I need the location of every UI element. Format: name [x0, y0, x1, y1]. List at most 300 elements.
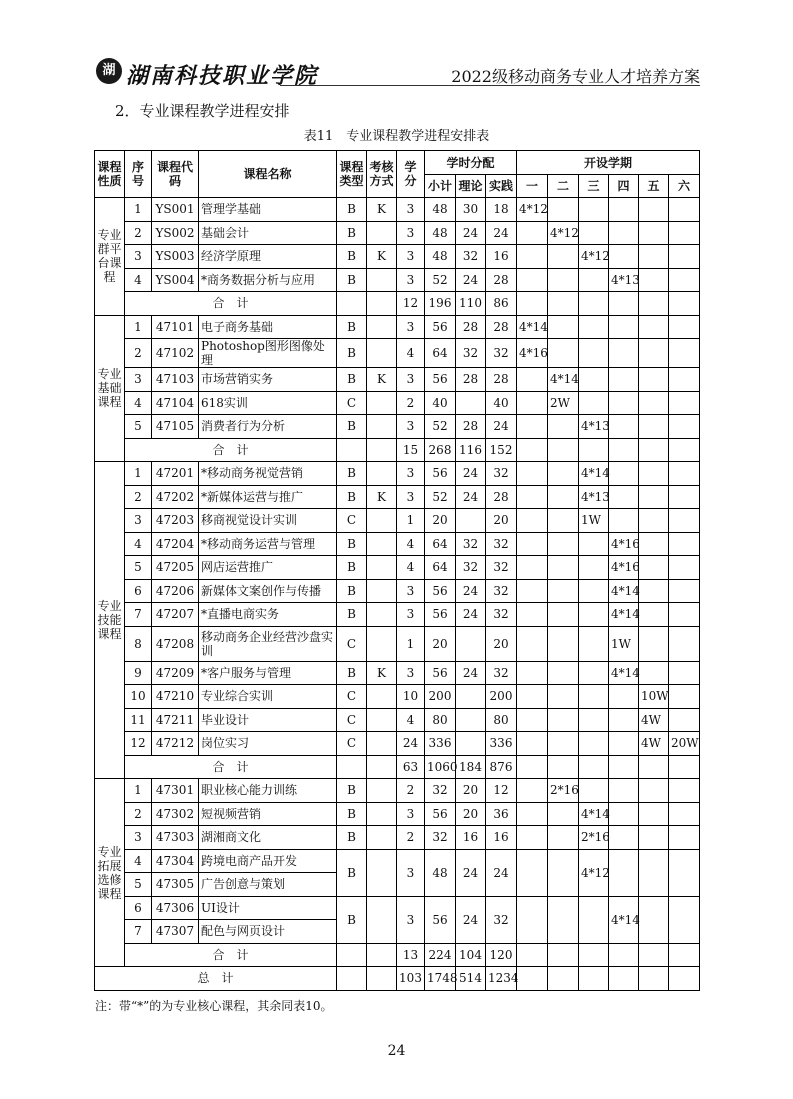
exam-cell: K	[367, 198, 397, 222]
col-hours-sub: 小计	[425, 175, 456, 198]
hours-total-cell: 56	[425, 896, 456, 943]
course-name-cell: 职业核心能力训练	[199, 779, 337, 803]
grand-total-label: 总 计	[95, 967, 337, 991]
semester-cell	[639, 779, 669, 803]
course-name-cell: *移动商务视觉营销	[199, 462, 337, 486]
hours-total-cell: 80	[425, 708, 456, 732]
subtotal-hours-theory: 104	[456, 943, 486, 967]
semester-cell	[548, 579, 579, 603]
seq-cell: 2	[125, 802, 152, 826]
course-name-cell: 电子商务基础	[199, 315, 337, 339]
empty-cell	[337, 967, 367, 991]
course-name-cell: *移动商务运营与管理	[199, 532, 337, 556]
credit-cell: 2	[397, 779, 425, 803]
type-cell: B	[337, 896, 367, 943]
hours-theory-cell: 24	[456, 221, 486, 245]
hours-theory-cell: 24	[456, 485, 486, 509]
type-cell: B	[337, 826, 367, 850]
subtotal-hours-theory: 184	[456, 755, 486, 779]
exam-cell	[367, 826, 397, 850]
seq-cell: 1	[125, 462, 152, 486]
semester-cell	[669, 221, 700, 245]
semester-cell: 4*16	[609, 556, 639, 580]
exam-cell	[367, 509, 397, 533]
course-name-cell: 广告创意与策划	[199, 873, 337, 897]
hours-practice-cell: 36	[486, 802, 517, 826]
semester-cell	[579, 685, 609, 709]
hours-practice-cell: 28	[486, 368, 517, 392]
table-row	[95, 198, 700, 222]
hours-theory-cell: 20	[456, 779, 486, 803]
col-credit: 学分	[397, 151, 425, 198]
empty-cell	[367, 292, 397, 316]
hours-theory-cell: 24	[456, 661, 486, 685]
semester-cell: 4*14	[579, 802, 609, 826]
subtotal-row	[95, 755, 700, 779]
type-cell: C	[337, 391, 367, 415]
table-row	[95, 626, 700, 661]
subtotal-row	[95, 438, 700, 462]
course-name-cell: 跨境电商产品开发	[199, 849, 337, 873]
semester-cell	[639, 802, 669, 826]
semester-cell	[609, 685, 639, 709]
hours-practice-cell: 16	[486, 245, 517, 269]
hours-practice-cell: 200	[486, 685, 517, 709]
subtotal-hours-practice: 876	[486, 755, 517, 779]
hours-total-cell: 48	[425, 245, 456, 269]
semester-cell	[517, 245, 548, 269]
subtotal-credit: 12	[397, 292, 425, 316]
credit-cell: 1	[397, 509, 425, 533]
semester-cell	[639, 532, 669, 556]
empty-cell	[639, 438, 669, 462]
subtotal-credit: 15	[397, 438, 425, 462]
empty-cell	[367, 943, 397, 967]
seq-cell: 1	[125, 779, 152, 803]
empty-cell	[609, 755, 639, 779]
type-cell: C	[337, 685, 367, 709]
semester-cell: 10W	[639, 685, 669, 709]
table-row	[95, 802, 700, 826]
course-name-cell: *客户服务与管理	[199, 661, 337, 685]
semester-cell	[517, 509, 548, 533]
hours-total-cell: 52	[425, 485, 456, 509]
semester-cell	[517, 579, 548, 603]
semester-cell	[579, 268, 609, 292]
type-cell: B	[337, 849, 367, 896]
credit-cell: 3	[397, 245, 425, 269]
empty-cell	[579, 967, 609, 991]
credit-cell: 24	[397, 732, 425, 756]
col-hours-sub: 实践	[486, 175, 517, 198]
semester-cell: 4*13	[579, 485, 609, 509]
hours-theory-cell: 24	[456, 603, 486, 627]
exam-cell	[367, 391, 397, 415]
seq-cell: 2	[125, 339, 152, 368]
hours-practice-cell: 32	[486, 896, 517, 943]
semester-cell	[548, 268, 579, 292]
hours-theory-cell	[456, 509, 486, 533]
semester-cell	[548, 245, 579, 269]
type-cell: B	[337, 779, 367, 803]
empty-cell	[579, 292, 609, 316]
semester-cell	[548, 198, 579, 222]
type-cell: C	[337, 626, 367, 661]
empty-cell	[609, 943, 639, 967]
hours-theory-cell	[456, 732, 486, 756]
code-cell: 47207	[152, 603, 199, 627]
hours-practice-cell: 32	[486, 532, 517, 556]
semester-cell	[669, 391, 700, 415]
semester-cell	[639, 391, 669, 415]
hours-theory-cell: 28	[456, 415, 486, 439]
semester-cell	[609, 415, 639, 439]
table-row	[95, 532, 700, 556]
type-cell: B	[337, 802, 367, 826]
semester-cell	[548, 556, 579, 580]
exam-cell	[367, 268, 397, 292]
credit-cell: 3	[397, 603, 425, 627]
table-row	[95, 485, 700, 509]
hours-theory-cell: 16	[456, 826, 486, 850]
empty-cell	[548, 292, 579, 316]
hours-theory-cell	[456, 626, 486, 661]
semester-cell	[517, 391, 548, 415]
subtotal-hours-practice: 120	[486, 943, 517, 967]
credit-cell: 3	[397, 579, 425, 603]
hours-total-cell: 52	[425, 268, 456, 292]
hours-theory-cell: 24	[456, 462, 486, 486]
credit-cell: 2	[397, 826, 425, 850]
semester-cell: 2W	[548, 391, 579, 415]
semester-cell	[548, 708, 579, 732]
hours-total-cell: 20	[425, 509, 456, 533]
page-number: 24	[387, 1043, 406, 1059]
semester-cell: 4W	[639, 708, 669, 732]
hours-total-cell: 40	[425, 391, 456, 415]
semester-cell	[669, 339, 700, 368]
col-semester-sub: 六	[669, 175, 700, 198]
semester-cell: 1W	[579, 509, 609, 533]
seq-cell: 7	[125, 603, 152, 627]
semester-cell	[517, 603, 548, 627]
subtotal-credit: 13	[397, 943, 425, 967]
semester-cell: 20W	[669, 732, 700, 756]
header-rule	[280, 85, 700, 86]
semester-cell	[548, 826, 579, 850]
type-cell: B	[337, 339, 367, 368]
credit-cell: 3	[397, 368, 425, 392]
hours-theory-cell: 24	[456, 849, 486, 896]
empty-cell	[548, 438, 579, 462]
semester-cell	[579, 221, 609, 245]
course-name-cell: 湖湘商文化	[199, 826, 337, 850]
semester-cell	[669, 896, 700, 943]
course-name-cell: Photoshop图形图像处理	[199, 339, 337, 368]
semester-cell	[579, 626, 609, 661]
hours-practice-cell: 20	[486, 626, 517, 661]
credit-cell: 4	[397, 708, 425, 732]
code-cell: YS002	[152, 221, 199, 245]
empty-cell	[517, 755, 548, 779]
seq-cell: 4	[125, 532, 152, 556]
semester-cell	[517, 532, 548, 556]
course-name-cell: 岗位实习	[199, 732, 337, 756]
empty-cell	[337, 438, 367, 462]
exam-cell	[367, 779, 397, 803]
code-cell: 47202	[152, 485, 199, 509]
credit-cell: 3	[397, 802, 425, 826]
seq-cell: 12	[125, 732, 152, 756]
semester-cell	[579, 779, 609, 803]
course-name-cell: 专业综合实训	[199, 685, 337, 709]
credit-cell: 3	[397, 485, 425, 509]
course-name-cell: *商务数据分析与应用	[199, 268, 337, 292]
seq-cell: 5	[125, 415, 152, 439]
exam-cell	[367, 556, 397, 580]
hours-total-cell: 20	[425, 626, 456, 661]
empty-cell	[579, 943, 609, 967]
empty-cell	[639, 943, 669, 967]
grand-total-hours-total: 1748	[425, 967, 456, 991]
seq-cell: 4	[125, 268, 152, 292]
seq-cell: 2	[125, 485, 152, 509]
semester-cell	[548, 626, 579, 661]
course-name-cell: 市场营销实务	[199, 368, 337, 392]
col-hours-sub: 理论	[456, 175, 486, 198]
hours-theory-cell	[456, 391, 486, 415]
subtotal-hours-practice: 152	[486, 438, 517, 462]
semester-cell	[609, 198, 639, 222]
semester-cell	[639, 661, 669, 685]
hours-theory-cell: 32	[456, 339, 486, 368]
exam-cell	[367, 603, 397, 627]
table-row	[95, 896, 700, 920]
subtotal-label: 合 计	[125, 943, 337, 967]
semester-cell	[548, 462, 579, 486]
semester-cell	[639, 509, 669, 533]
hours-practice-cell: 18	[486, 198, 517, 222]
code-cell: YS004	[152, 268, 199, 292]
subtotal-row	[95, 943, 700, 967]
semester-cell	[639, 849, 669, 896]
credit-cell: 3	[397, 198, 425, 222]
table-row	[95, 315, 700, 339]
subtotal-label: 合 计	[125, 755, 337, 779]
page-header	[96, 58, 700, 88]
course-name-cell: 经济学原理	[199, 245, 337, 269]
hours-practice-cell: 32	[486, 579, 517, 603]
hours-total-cell: 56	[425, 603, 456, 627]
col-exam: 考核方式	[367, 151, 397, 198]
code-cell: 47302	[152, 802, 199, 826]
credit-cell: 1	[397, 626, 425, 661]
semester-cell: 4*14	[609, 579, 639, 603]
hours-practice-cell: 24	[486, 221, 517, 245]
seq-cell: 5	[125, 556, 152, 580]
hours-total-cell: 32	[425, 779, 456, 803]
hours-total-cell: 200	[425, 685, 456, 709]
hours-theory-cell: 20	[456, 802, 486, 826]
semester-cell: 4*14	[609, 896, 639, 943]
hours-theory-cell: 28	[456, 368, 486, 392]
col-nature: 课程性质	[95, 151, 125, 198]
semester-cell	[548, 732, 579, 756]
semester-cell	[609, 315, 639, 339]
semester-cell	[579, 391, 609, 415]
grand-total-row	[95, 967, 700, 991]
document-title: 2022级移动商务专业人才培养方案	[451, 67, 700, 86]
credit-cell: 4	[397, 532, 425, 556]
semester-cell	[639, 268, 669, 292]
code-cell: 47306	[152, 896, 199, 920]
semester-cell	[579, 556, 609, 580]
semester-cell	[517, 779, 548, 803]
course-name-cell: UI设计	[199, 896, 337, 920]
semester-cell	[579, 339, 609, 368]
semester-cell	[639, 896, 669, 943]
empty-cell	[337, 943, 367, 967]
semester-cell	[669, 485, 700, 509]
semester-cell	[609, 708, 639, 732]
semester-cell	[517, 485, 548, 509]
empty-cell	[669, 292, 700, 316]
semester-cell	[669, 368, 700, 392]
semester-cell	[669, 556, 700, 580]
hours-practice-cell: 32	[486, 339, 517, 368]
seq-cell: 1	[125, 198, 152, 222]
seq-cell: 9	[125, 661, 152, 685]
exam-cell	[367, 532, 397, 556]
code-cell: 47203	[152, 509, 199, 533]
semester-cell	[609, 509, 639, 533]
table-row	[95, 661, 700, 685]
semester-cell	[639, 221, 669, 245]
empty-cell	[609, 967, 639, 991]
exam-cell: K	[367, 661, 397, 685]
empty-cell	[548, 943, 579, 967]
semester-cell	[609, 779, 639, 803]
semester-cell	[609, 339, 639, 368]
semester-cell	[639, 415, 669, 439]
course-name-cell: 网店运营推广	[199, 556, 337, 580]
seq-cell: 8	[125, 626, 152, 661]
exam-cell	[367, 462, 397, 486]
empty-cell	[517, 943, 548, 967]
semester-cell	[548, 485, 579, 509]
empty-cell	[669, 438, 700, 462]
semester-cell	[669, 579, 700, 603]
exam-cell	[367, 221, 397, 245]
semester-cell	[609, 368, 639, 392]
hours-total-cell: 48	[425, 849, 456, 896]
semester-cell	[639, 339, 669, 368]
semester-cell: 4*14	[579, 462, 609, 486]
empty-cell	[548, 967, 579, 991]
hours-total-cell: 56	[425, 579, 456, 603]
semester-cell	[639, 579, 669, 603]
hours-practice-cell: 24	[486, 415, 517, 439]
semester-cell	[609, 391, 639, 415]
col-seq: 序号	[125, 151, 152, 198]
code-cell: 47211	[152, 708, 199, 732]
hours-total-cell: 64	[425, 556, 456, 580]
school-logo-icon: 湖	[96, 58, 122, 84]
seq-cell: 2	[125, 221, 152, 245]
semester-cell	[579, 732, 609, 756]
semester-cell: 4*12	[579, 849, 609, 896]
hours-practice-cell: 32	[486, 556, 517, 580]
course-name-cell: *直播电商实务	[199, 603, 337, 627]
seq-cell: 3	[125, 509, 152, 533]
course-category: 专业群平台课程	[95, 198, 125, 316]
semester-cell	[517, 368, 548, 392]
semester-cell	[669, 415, 700, 439]
semester-cell	[639, 485, 669, 509]
subtotal-label: 合 计	[125, 438, 337, 462]
subtotal-credit: 63	[397, 755, 425, 779]
semester-cell	[669, 315, 700, 339]
code-cell: 47303	[152, 826, 199, 850]
semester-cell: 4*14	[517, 315, 548, 339]
semester-cell	[548, 509, 579, 533]
code-cell: 47104	[152, 391, 199, 415]
semester-cell	[669, 532, 700, 556]
credit-cell: 4	[397, 556, 425, 580]
semester-cell: 4*14	[548, 368, 579, 392]
seq-cell: 4	[125, 849, 152, 873]
semester-cell	[639, 826, 669, 850]
seq-cell: 3	[125, 826, 152, 850]
semester-cell	[639, 198, 669, 222]
course-name-cell: 毕业设计	[199, 708, 337, 732]
semester-cell	[579, 198, 609, 222]
semester-cell	[669, 779, 700, 803]
subtotal-hours-total: 196	[425, 292, 456, 316]
credit-cell: 3	[397, 896, 425, 943]
course-name-cell: 短视频营销	[199, 802, 337, 826]
exam-cell	[367, 732, 397, 756]
semester-cell: 4*13	[579, 415, 609, 439]
col-semester-sub: 二	[548, 175, 579, 198]
exam-cell	[367, 708, 397, 732]
type-cell: C	[337, 708, 367, 732]
course-name-cell: 移动商务企业经营沙盘实训	[199, 626, 337, 661]
subtotal-hours-total: 268	[425, 438, 456, 462]
exam-cell	[367, 849, 397, 896]
type-cell: C	[337, 509, 367, 533]
semester-cell: 4W	[639, 732, 669, 756]
exam-cell	[367, 802, 397, 826]
semester-cell	[669, 685, 700, 709]
hours-total-cell: 64	[425, 532, 456, 556]
code-cell: 47204	[152, 532, 199, 556]
hours-theory-cell: 32	[456, 245, 486, 269]
hours-total-cell: 56	[425, 368, 456, 392]
hours-total-cell: 52	[425, 415, 456, 439]
type-cell: B	[337, 661, 367, 685]
semester-cell	[548, 415, 579, 439]
table-row	[95, 415, 700, 439]
empty-cell	[579, 438, 609, 462]
type-cell: B	[337, 532, 367, 556]
hours-practice-cell: 32	[486, 603, 517, 627]
semester-cell	[548, 802, 579, 826]
col-semester-sub: 一	[517, 175, 548, 198]
empty-cell	[639, 755, 669, 779]
hours-practice-cell: 28	[486, 268, 517, 292]
hours-practice-cell: 80	[486, 708, 517, 732]
